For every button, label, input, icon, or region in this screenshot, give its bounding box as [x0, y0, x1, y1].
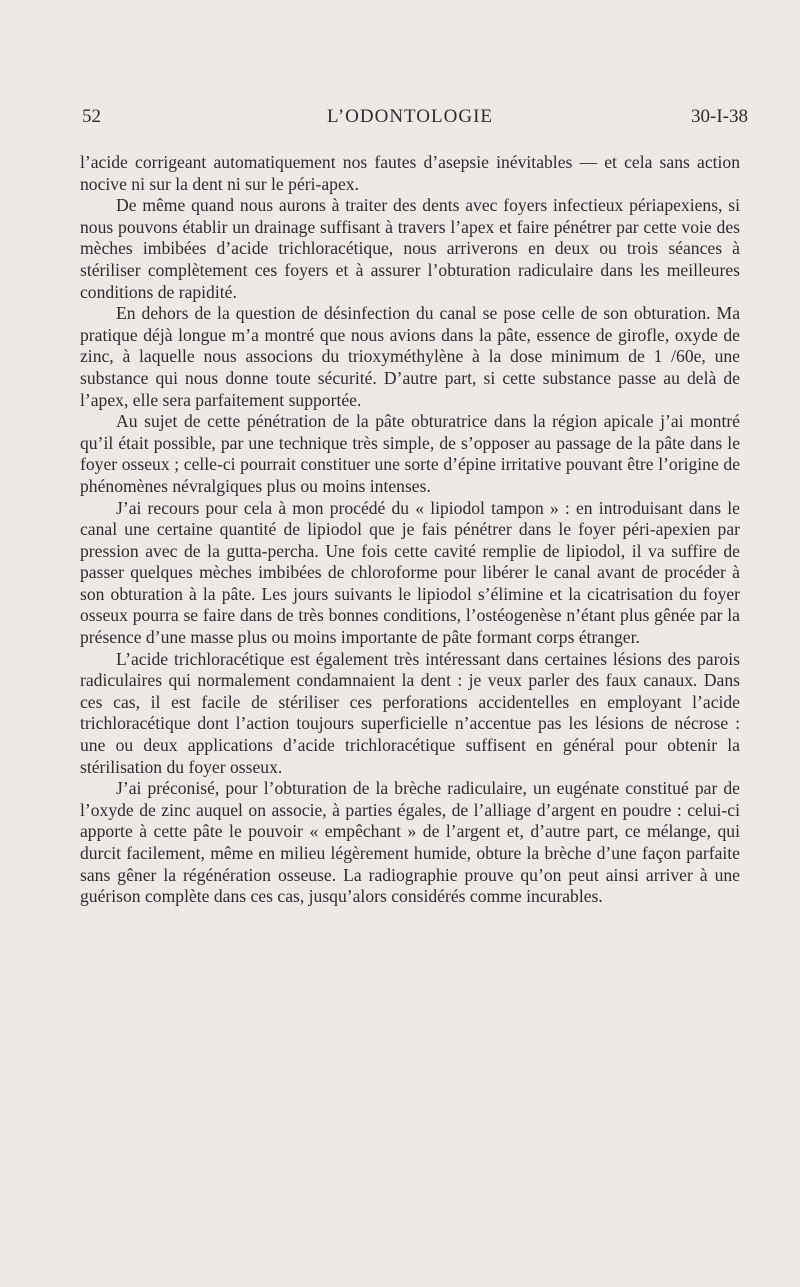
body-text: [80, 152, 740, 908]
paragraph-5: J’ai recours pour cela à mon procédé du « lipiodol tampon » : en introduisant dans le canal une certaine quantité de lipiodol que je fais pénétrer dans le foyer péri-apexien par pression avec de la gutta-percha. Une fois cette cavité remplie de lipiodol, il va suffire de passer quelques mèches imbibées de chloroforme pour libérer le canal avant de procéder à son obturation à la pâte. Les jours suivants le lipiodol s’élimine et la cicatrisation du foyer osseux pourra se faire dans de très bonnes conditions, l’ostéogenèse n’étant plus gênée par la présence d’une masse plus ou moins importante de pâte formant corps étranger.: [80, 497, 740, 648]
page-header: [80, 106, 748, 134]
paragraph-1: l’acide corrigeant automatiquement nos fautes d’asepsie inévitables — et cela sans action nocive ni sur la dent ni sur le péri-apex.: [80, 152, 740, 194]
paragraph-7: J’ai préconisé, pour l’obturation de la brèche radiculaire, un eugénate constitué par de l’oxyde de zinc auquel on associe, à parties égales, de l’alliage d’argent en poudre : celui-ci apporte à cette pâte le pouvoir « empêchant » de l’argent et, d’autre part, ce mélange, qui durcit facilement, même en milieu légèrement humide, obture la brèche d’une façon parfaite sans gêner la régénération osseuse. La radiographie prouve qu’on peut ainsi arriver à une guérison complète dans ces cas, jusqu’alors considérés comme incurables.: [80, 778, 740, 907]
paragraph-2: De même quand nous aurons à traiter des dents avec foyers infectieux périapexiens, si nous pouvons établir un drainage suffisant à travers l’apex et faire pénétrer par cette voie des mèches imbibées d’acide trichloracétique, nous arriverons en deux ou trois séances à stériliser complètement ces foyers et à assurer l’obturation radiculaire dans les meilleures conditions de rapidité.: [80, 195, 740, 302]
paragraph-6: L’acide trichloracétique est également très intéressant dans certaines lésions des parois radiculaires qui normalement condamnaient la dent : je veux parler des faux canaux. Dans ces cas, il est facile de stériliser ces perforations accidentelles en employant l’acide trichloracétique dont l’action toujours superficielle n’accentue pas les lésions de nécrose : une ou deux applications d’acide trichloracétique suffisent en général pour obtenir la stérilisation du foyer osseux.: [80, 648, 740, 777]
paragraph-4: Au sujet de cette pénétration de la pâte obturatrice dans la région apicale j’ai montré qu’il était possible, par une technique très simple, de s’opposer au passage de la pâte dans le foyer osseux ; celle-ci pourrait constituer une sorte d’épine irritative pouvant être l’origine de phénomènes névralgiques plus ou moins intenses.: [80, 411, 740, 496]
running-title: L’ODONTOLOGIE: [326, 106, 494, 127]
issue-date: 30-I-38: [691, 106, 748, 127]
page-number: 52: [82, 106, 101, 127]
paragraph-3: En dehors de la question de désinfection du canal se pose celle de son obturation. Ma pratique déjà longue m’a montré que nous avions dans la pâte, essence de girofle, oxyde de zinc, à laquelle nous associons du trioxyméthylène à la dose minimum de 1 /60e, une substance qui nous donne toute sécurité. D’autre part, si cette substance passe au delà de l’apex, elle sera parfaitement supportée.: [80, 303, 740, 410]
